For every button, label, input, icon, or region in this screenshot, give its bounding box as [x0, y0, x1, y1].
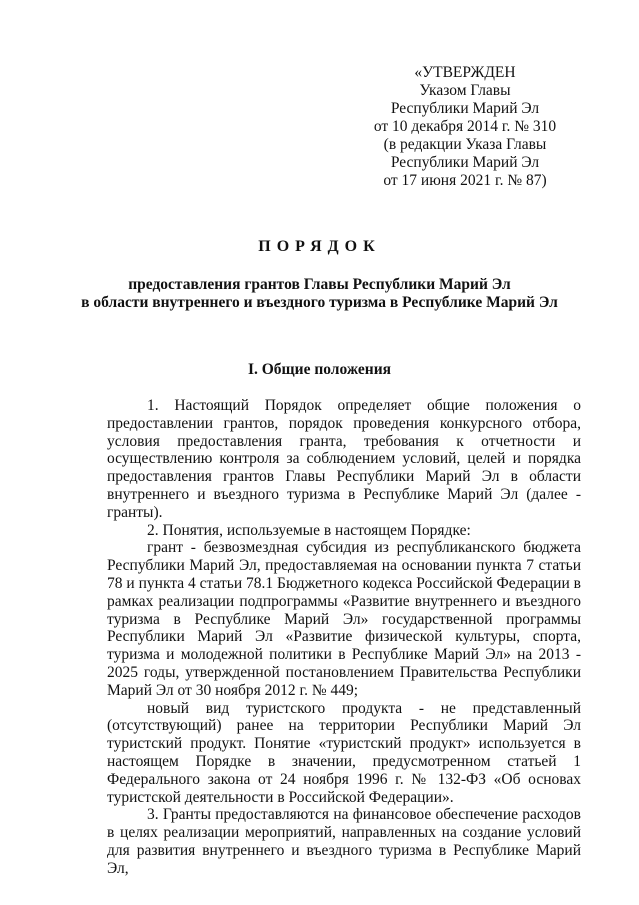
document-body	[107, 397, 581, 878]
approval-line: «УТВЕРЖДЕН	[414, 64, 516, 81]
section-heading: I. Общие положения	[247, 361, 392, 378]
paragraph: 1. Настоящий Порядок определяет общие положения о предоставлении грантов, порядок проведения конкурсного отбора, условия предоставления гранта, требования к отчетности и осуществлению контроля за соблюдением условий, целей и порядка предоставления грантов Главы Республики Марий Эл в области внутреннего и въездного туризма в Республике Марий Эл (далее - гранты).	[107, 397, 581, 521]
approval-line: Республики Марий Эл	[390, 154, 540, 171]
approval-line: (в редакции Указа Главы	[383, 136, 547, 153]
paragraph: 3. Гранты предоставляются на финансовое обеспечение расходов в целях реализации мероприятий, направленных на создание условий для развития внутреннего и въездного туризма в Республике Марий Эл,	[107, 806, 581, 877]
approval-line: от 10 декабря 2014 г. № 310	[373, 118, 557, 135]
approval-line: Указом Главы	[419, 82, 511, 99]
subtitle-line: предоставления грантов Главы Республики Марий Эл	[128, 276, 511, 293]
document-title: ПОРЯДОК	[258, 238, 381, 255]
subtitle-line: в области внутреннего и въездного туризма в Республике Марий Эл	[81, 294, 558, 311]
document-subtitle	[0, 276, 639, 312]
paragraph: новый вид туристского продукта - не представленный (отсутствующий) ранее на территории Республики Марий Эл туристский продукт. Понятие «туристский продукт» используется в настоящем Порядке в значении, предусмотренном статьей 1 Федерального закона от 24 ноября 1996 г. № 132-ФЗ «Об основах туристской деятельности в Российской Федерации».	[107, 699, 581, 806]
paragraph: 2. Понятия, используемые в настоящем Порядке:	[147, 521, 471, 539]
approval-stamp	[340, 64, 590, 190]
paragraph: грант - безвозмездная субсидия из республиканского бюджета Республики Марий Эл, предоставляемая на основании пункта 7 статьи 78 и пункта 4 статьи 78.1 Бюджетного кодекса Российской Федерации в рамках реализации подпрограммы «Развитие внутреннего и въездного туризма в Республике Марий Эл» государственной программы Республики Марий Эл «Развитие физической культуры, спорта, туризма и молодежной политики в Республике Марий Эл» на 2013 - 2025 годы, утвержденной постановлением Правительства Республики Марий Эл от 30 ноября 2012 г. № 449;	[107, 539, 581, 699]
approval-line: от 17 июня 2021 г. № 87)	[383, 172, 547, 189]
approval-line: Республики Марий Эл	[390, 100, 540, 117]
